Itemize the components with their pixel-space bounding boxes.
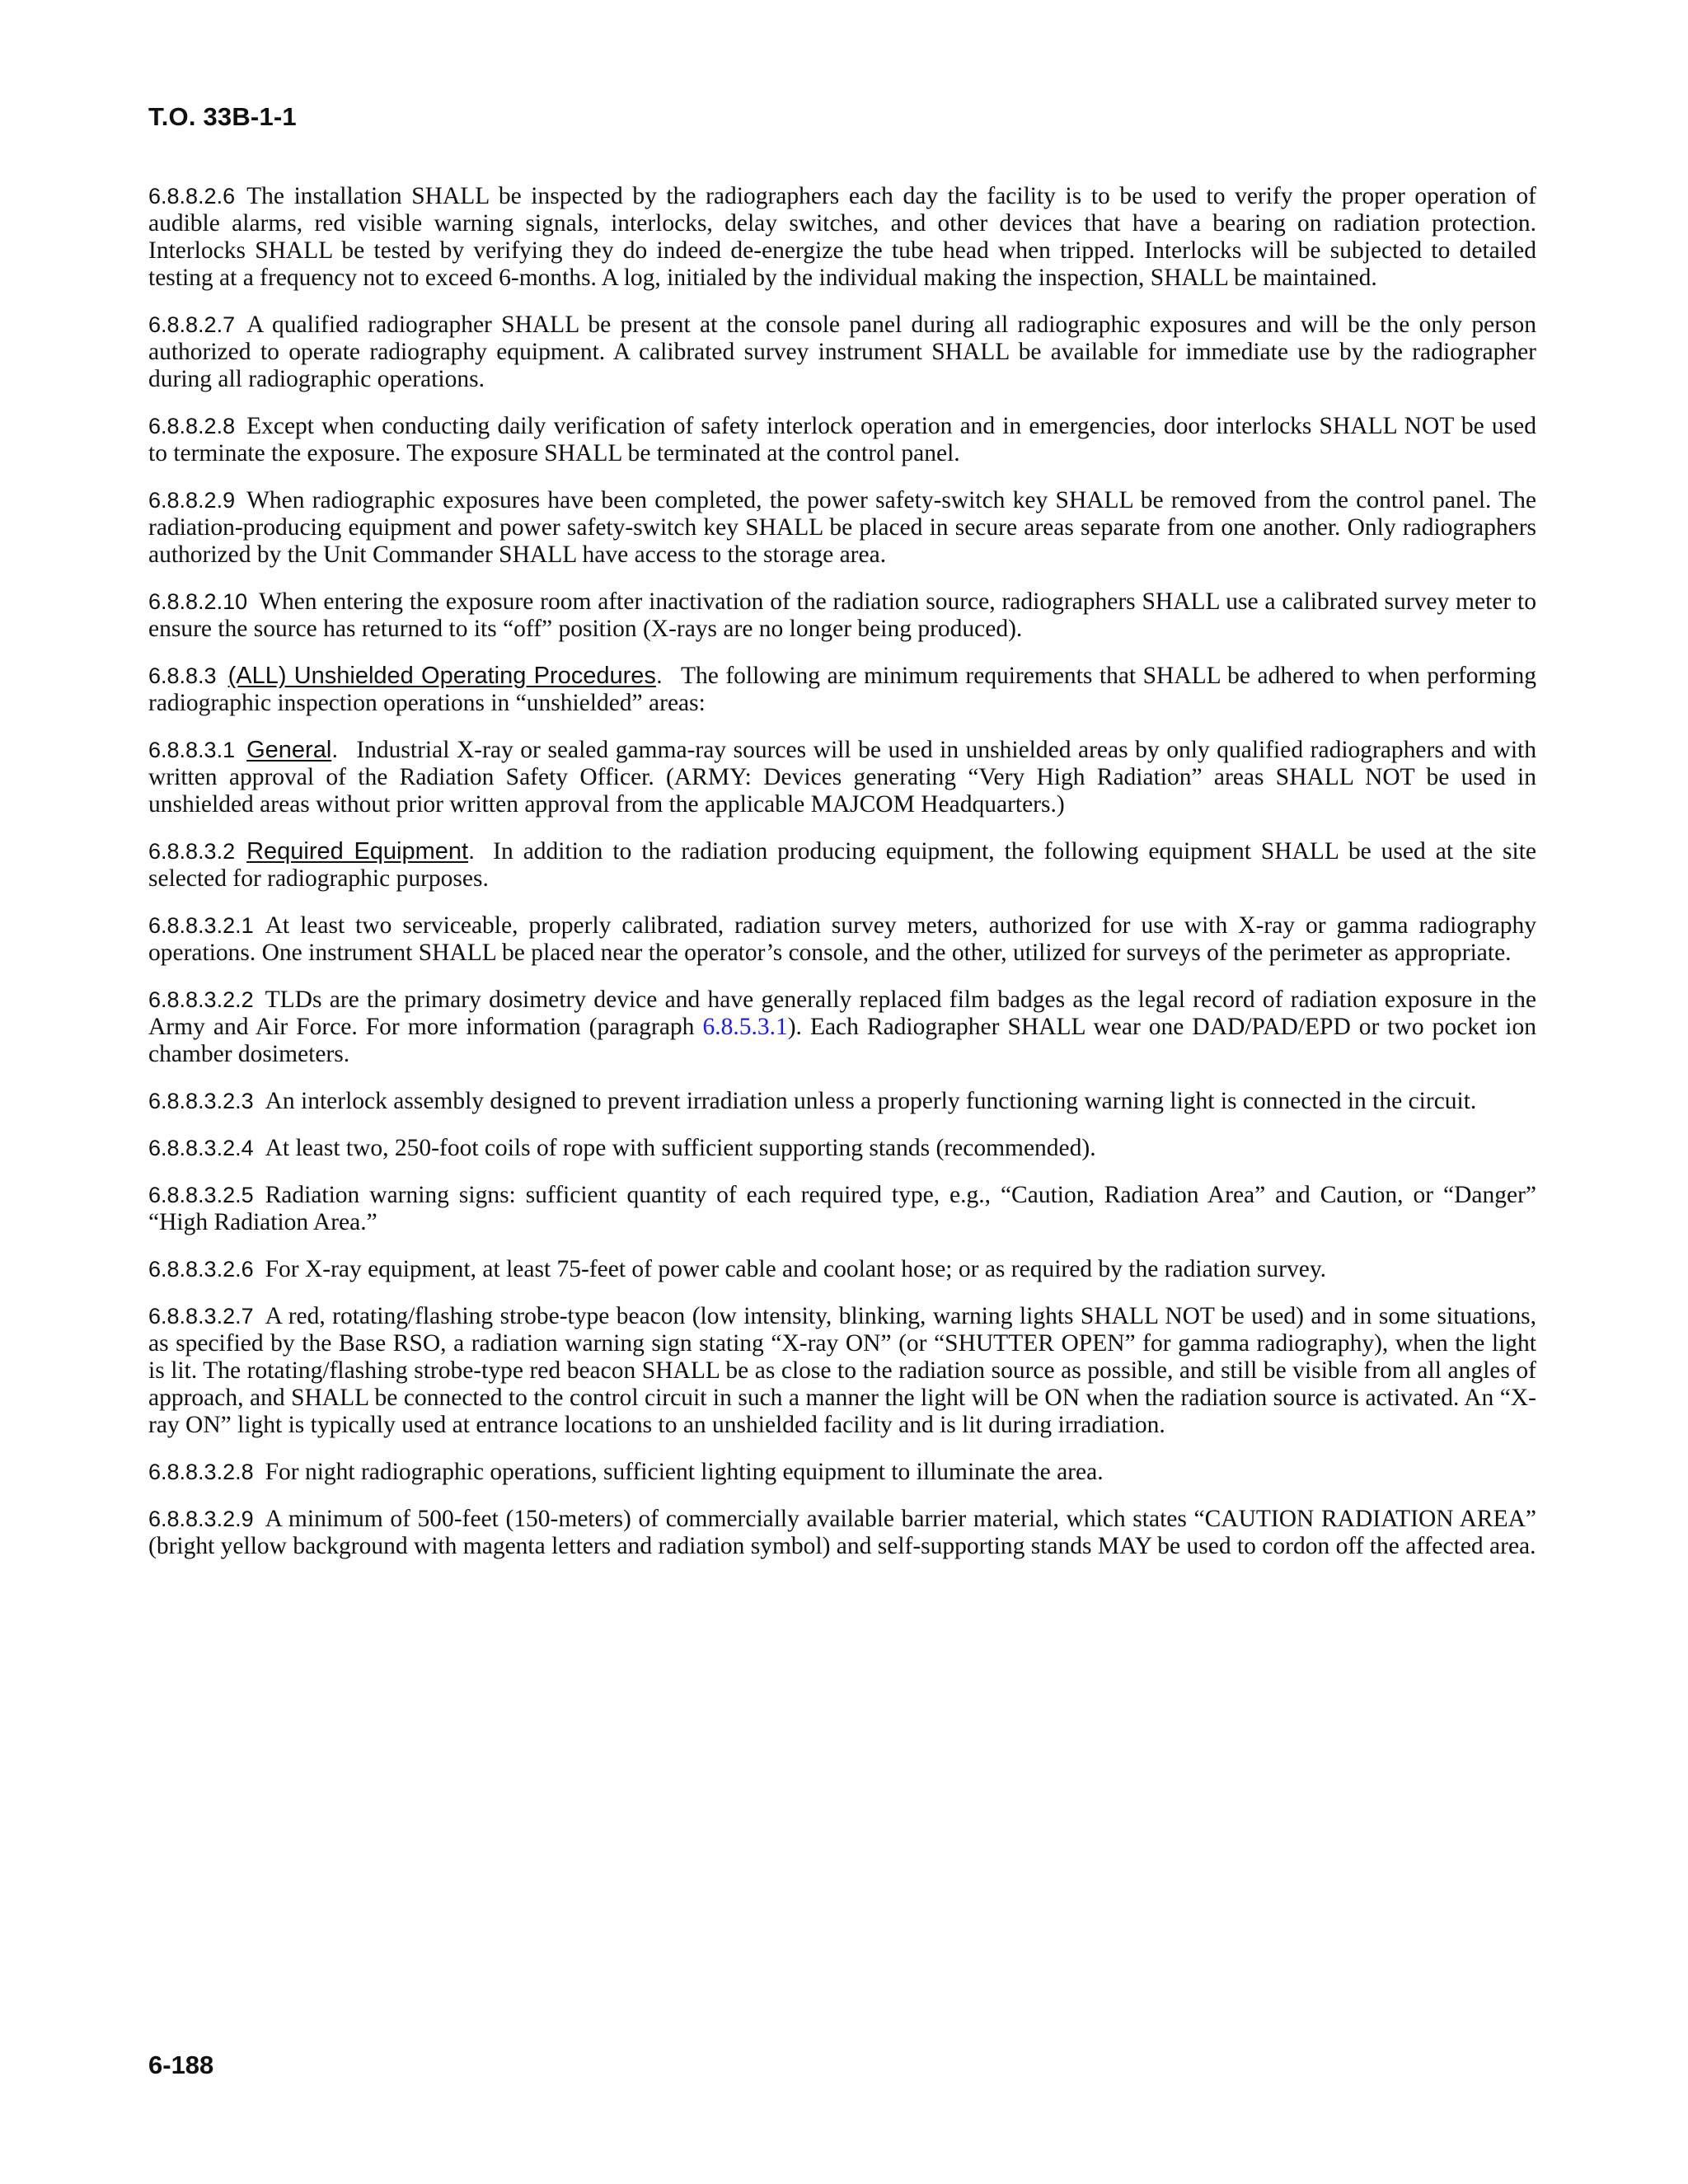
paragraph-6-8-8-3-1 (148, 737, 1536, 818)
heading-period: . (468, 838, 476, 865)
page-number: 6-188 (148, 2050, 214, 2079)
paragraph-number: 6.8.8.3.2.8 (148, 1460, 254, 1484)
paragraph-number: 6.8.8.3 (148, 663, 217, 688)
paragraph-6-8-8-2-10 (148, 588, 1536, 643)
paragraph-text: Industrial X-ray or sealed gamma-ray sources will be used in unshielded areas by only qualified radiographers and with written approval of the Radiation Safety Officer. (ARMY: Devices generating “Very High Radiation” areas SHALL NOT be used in unshielded areas without prior written approval from the applicable MAJCOM Headquarters.) (148, 737, 1536, 818)
paragraph-number: 6.8.8.2.6 (148, 184, 236, 209)
paragraph-text: When radiographic exposures have been completed, the power safety-switch key SHALL be removed from the control panel. The radiation-producing equipment and power safety-switch key SHALL be placed in secure areas separate from one another. Only radiographers authorized by the Unit Commander SHALL have access to the storage area. (148, 487, 1536, 568)
paragraph-6-8-8-3-2-1 (148, 912, 1536, 967)
paragraph-6-8-8-2-8 (148, 413, 1536, 467)
paragraph-number: 6.8.8.3.2.4 (148, 1136, 254, 1160)
paragraph-text: For night radiographic operations, sufficient lighting equipment to illuminate the area. (265, 1459, 1104, 1485)
paragraph-text: A red, rotating/flashing strobe-type beacon (low intensity, blinking, warning lights SHALL NOT be used) and in some situations, as specified by the Base RSO, a radiation warning sign stating “X-ray ON” (or “SHUTTER OPEN” for gamma radiography), when the light is lit. The rotating/flashing strobe-type red beacon SHALL be as close to the radiation source as possible, and still be visible from all angles of approach, and SHALL be connected to the control circuit in such a manner the light will be ON when the radiation source is activated. An “X-ray ON” light is typically used at entrance locations to an unshielded facility and is lit during irradiation. (148, 1303, 1536, 1438)
paragraph-6-8-8-3-2-7 (148, 1303, 1536, 1439)
heading-period: . (655, 663, 663, 689)
paragraph-number: 6.8.8.3.2.1 (148, 913, 254, 938)
paragraph-text: TLDs are the primary dosimetry device and have generally replaced film badges as the legal record of radiation exposure in the Army and Air Force. For more information (paragraph (148, 987, 1536, 1040)
paragraph-text: The installation SHALL be inspected by the radiographers each day the facility is to be used to verify the proper operation of audible alarms, red visible warning signals, interlocks, delay switches, and other devices that have a bearing on radiation protection. Interlocks SHALL be tested by verifying they do indeed de-energize the tube head when tripped. Interlocks will be subjected to detailed testing at a frequency not to exceed 6-months. A log, initialed by the individual making the inspection, SHALL be maintained. (148, 183, 1536, 291)
paragraph-6-8-8-3-2-5 (148, 1182, 1536, 1236)
paragraph-text: ). Each Radiographer SHALL wear one DAD/PAD/EPD or two pocket ion chamber dosimeters. (148, 1014, 1536, 1067)
paragraph-6-8-8-3-2-2 (148, 987, 1536, 1068)
paragraph-number: 6.8.8.2.7 (148, 312, 236, 337)
section-heading: Required Equipment (246, 838, 469, 865)
paragraph-text: In addition to the radiation producing equipment, the following equipment SHALL be used at the site selected for radiographic purposes. (148, 838, 1536, 892)
paragraph-text: The following are minimum requirements that SHALL be adhered to when performing radiographic inspection operations in “unshielded” areas: (148, 663, 1536, 716)
document-header: T.O. 33B-1-1 (148, 102, 297, 131)
paragraph-text: At least two serviceable, properly calibrated, radiation survey meters, authorized for use with X-ray or gamma radiography operations. One instrument SHALL be placed near the operator’s console, and the other, utilized for surveys of the perimeter as appropriate. (148, 912, 1536, 966)
paragraph-number: 6.8.8.3.2.2 (148, 987, 254, 1012)
paragraph-6-8-8-3-2-8 (148, 1459, 1536, 1486)
paragraph-number: 6.8.8.3.2 (148, 839, 236, 864)
section-heading: General (246, 737, 332, 763)
paragraph-number: 6.8.8.3.2.7 (148, 1304, 254, 1329)
paragraph-text: An interlock assembly designed to prevent irradiation unless a properly functioning warning light is connected in the circuit. (265, 1088, 1477, 1114)
paragraph-number: 6.8.8.2.8 (148, 414, 236, 438)
paragraph-text: Radiation warning signs: sufficient quantity of each required type, e.g., “Caution, Radiation Area” and Caution, or “Danger” “High Radiation Area.” (148, 1182, 1536, 1235)
paragraph-number: 6.8.8.3.2.3 (148, 1089, 254, 1113)
paragraph-number: 6.8.8.3.2.5 (148, 1183, 254, 1207)
paragraph-6-8-8-3-2-3 (148, 1088, 1536, 1115)
cross-reference-link[interactable]: 6.8.5.3.1 (702, 1014, 788, 1040)
paragraph-6-8-8-3-2-4 (148, 1135, 1536, 1162)
paragraph-number: 6.8.8.3.1 (148, 738, 236, 762)
paragraph-6-8-8-3 (148, 663, 1536, 717)
paragraph-number: 6.8.8.3.2.6 (148, 1257, 254, 1282)
paragraph-6-8-8-2-6 (148, 183, 1536, 292)
paragraph-text: At least two, 250-foot coils of rope with sufficient supporting stands (recommended). (265, 1135, 1096, 1161)
paragraph-6-8-8-3-2-9 (148, 1506, 1536, 1560)
paragraph-6-8-8-2-9 (148, 487, 1536, 569)
paragraph-6-8-8-3-2-6 (148, 1256, 1536, 1283)
paragraph-6-8-8-2-7 (148, 312, 1536, 393)
paragraph-text: A minimum of 500-feet (150-meters) of commercially available barrier material, which states “CAUTION RADIATION AREA” (bright yellow background with magenta letters and radiation symbol) and self-supporting stands MAY be used to cordon off the affected area. (148, 1506, 1536, 1559)
section-heading: (ALL) Unshielded Operating Procedures (227, 663, 656, 689)
paragraph-number: 6.8.8.2.9 (148, 488, 236, 513)
paragraph-6-8-8-3-2 (148, 838, 1536, 893)
paragraph-number: 6.8.8.2.10 (148, 589, 248, 614)
document-body (148, 183, 1536, 1580)
paragraph-number: 6.8.8.3.2.9 (148, 1507, 254, 1531)
heading-period: . (331, 737, 339, 763)
paragraph-text: For X-ray equipment, at least 75-feet of power cable and coolant hose; or as required by the radiation survey. (265, 1256, 1327, 1282)
paragraph-text: When entering the exposure room after inactivation of the radiation source, radiographers SHALL use a calibrated survey meter to ensure the source has returned to its “off” position (X-rays are no longer being produced). (148, 588, 1536, 642)
paragraph-text: Except when conducting daily verification of safety interlock operation and in emergencies, door interlocks SHALL NOT be used to terminate the exposure. The exposure SHALL be terminated at the control panel. (148, 413, 1536, 466)
paragraph-text: A qualified radiographer SHALL be present at the console panel during all radiographic exposures and will be the only person authorized to operate radiography equipment. A calibrated survey instrument SHALL be available for immediate use by the radiographer during all radiographic operations. (148, 312, 1536, 392)
